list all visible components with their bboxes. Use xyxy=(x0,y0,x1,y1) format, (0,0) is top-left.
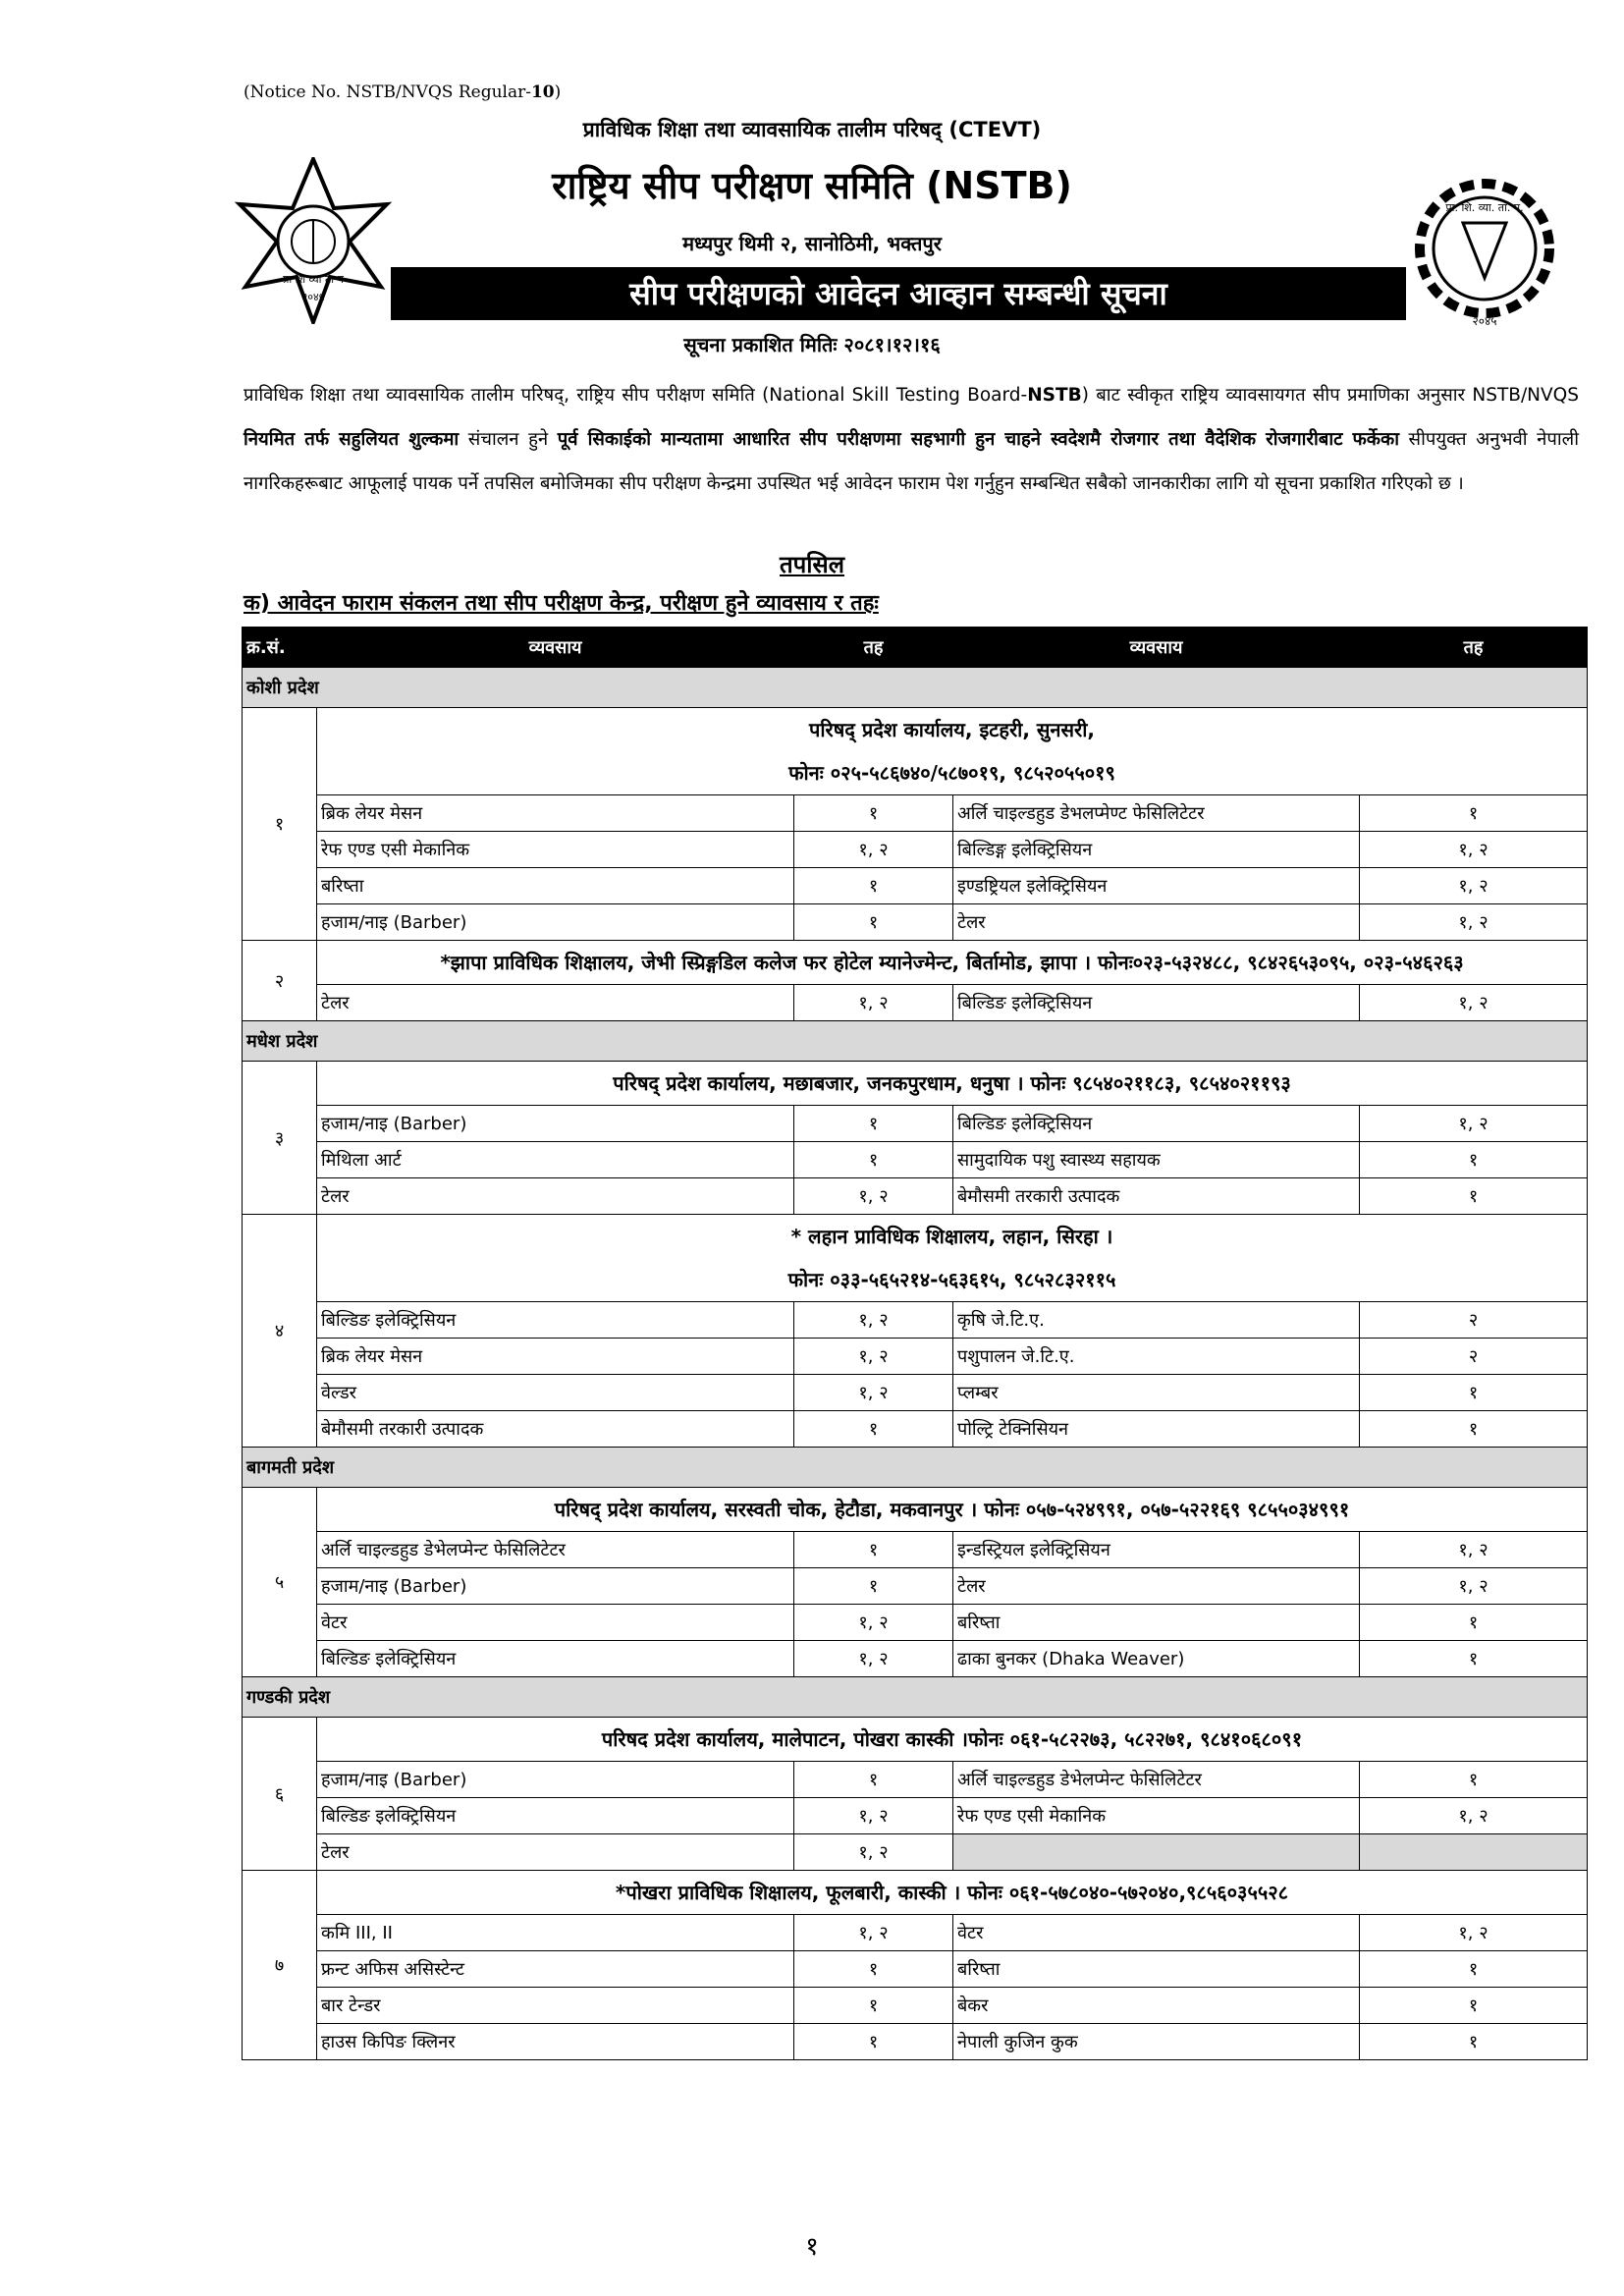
table-row xyxy=(243,1106,1588,1142)
level-cell: १, २ xyxy=(794,1915,953,1951)
occupation-cell: टेलर xyxy=(953,904,1360,941)
center-row xyxy=(243,708,1588,795)
occupation-cell: प्लम्बर xyxy=(953,1375,1360,1411)
level-cell: १ xyxy=(1360,1411,1588,1448)
header-occupation-1: व्यवसाय xyxy=(317,628,794,668)
page-number: १ xyxy=(805,2232,819,2262)
table-row xyxy=(243,1915,1588,1951)
occupation-cell: हजाम/नाइ (Barber) xyxy=(317,1106,794,1142)
occupation-cell: बेकर xyxy=(953,1988,1360,2024)
org-name-ctevt: प्राविधिक शिक्षा तथा व्यावसायिक तालीम परिषद् (CTEVT) xyxy=(582,118,1042,141)
region-row xyxy=(243,1677,1588,1718)
level-cell: २ xyxy=(1360,1302,1588,1339)
level-cell: १, २ xyxy=(1360,985,1588,1021)
level-cell: १ xyxy=(794,868,953,904)
level-cell: १ xyxy=(1360,1988,1588,2024)
occupation-cell: अर्लि चाइल्डहुड डेभलप्मेण्ट फेसिलिटेटर xyxy=(953,795,1360,832)
exam-center-table xyxy=(242,627,1588,2060)
level-cell: १, २ xyxy=(794,1178,953,1215)
center-serial: ७ xyxy=(243,1871,317,2060)
table-row xyxy=(243,1568,1588,1605)
table-row xyxy=(243,1798,1588,1834)
header-level-2: तह xyxy=(1360,628,1588,668)
table-row xyxy=(243,1988,1588,2024)
center-title: * लहान प्राविधिक शिक्षालय, लहान, सिरहा । xyxy=(790,1225,1113,1248)
logo-right-text: प्रा. शि. व्या. ता. प. xyxy=(1445,201,1524,214)
center-name xyxy=(317,941,1588,985)
table-row xyxy=(243,1605,1588,1641)
org-name-nstb: राष्ट्रिय सीप परीक्षण समिति (NSTB) xyxy=(552,164,1072,207)
level-cell: १ xyxy=(1360,1605,1588,1641)
occupation-cell: हजाम/नाइ (Barber) xyxy=(317,1568,794,1605)
level-cell: १ xyxy=(794,1142,953,1178)
region-row xyxy=(243,1021,1588,1062)
logo-right-year: २०४५ xyxy=(1472,314,1497,328)
table-row xyxy=(243,832,1588,868)
intro-paragraph: प्राविधिक शिक्षा तथा व्यावसायिक तालीम परिषद्, राष्ट्रिय सीप परीक्षण समिति (National Skill Testing Board-NSTB) बाट स्वीकृत राष्ट्रिय व्यावसायगत सीप प्रमाणिका अनुसार NSTB/NVQS नियमित तर्फ सहुलियत शुल्कमा संचालन हुने पूर्व सिकाईको मान्यतामा आधारित सीप परीक्षणमा सहभागी हुन चाहने स्वदेशमै रोजगार तथा वैदेशिक रोजगारीबाट फर्केका सीपयुक्त अनुभवी नेपाली नागरिकहरूबाट आफूलाई पायक पर्ने तपसिल बमोजिमका सीप परीक्षण केन्द्रमा उपस्थित भई आवेदन फाराम पेश गर्नुहुन सम्बन्धित सबैको जानकारीका लागि यो सूचना प्रकाशित गरिएको छ । xyxy=(244,385,1579,494)
level-cell: १ xyxy=(1360,1375,1588,1411)
occupation-cell: टेलर xyxy=(953,1568,1360,1605)
center-name xyxy=(317,1871,1588,1915)
level-cell: १, २ xyxy=(1360,1798,1588,1834)
level-cell: १ xyxy=(794,1568,953,1605)
table-row xyxy=(243,1178,1588,1215)
occupation-cell: वेटर xyxy=(317,1605,794,1641)
center-serial: ६ xyxy=(243,1718,317,1871)
table-row xyxy=(243,1641,1588,1677)
level-cell xyxy=(1360,1834,1588,1871)
region-label: गण्डकी प्रदेश xyxy=(243,1677,1588,1718)
table-row xyxy=(243,1339,1588,1375)
level-cell: १ xyxy=(794,1762,953,1798)
occupation-cell: बिल्डिङ इलेक्ट्रिसियन xyxy=(953,985,1360,1021)
notice-number: (Notice No. NSTB/NVQS Regular-10) xyxy=(244,82,562,102)
table-row xyxy=(243,1375,1588,1411)
level-cell: १ xyxy=(1360,2024,1588,2060)
level-cell: १, २ xyxy=(1360,1568,1588,1605)
occupation-cell: बेमौसमी तरकारी उत्पादक xyxy=(317,1411,794,1448)
org-address: मध्यपुर थिमी २, सानोठिमी, भक्तपुर xyxy=(682,232,942,255)
center-serial: ५ xyxy=(243,1488,317,1677)
level-cell: १, २ xyxy=(794,1605,953,1641)
center-name xyxy=(317,708,1588,795)
region-label: कोशी प्रदेश xyxy=(243,668,1588,708)
level-cell: १ xyxy=(794,1411,953,1448)
table-row xyxy=(243,1302,1588,1339)
occupation-cell: बरिष्ता xyxy=(317,868,794,904)
level-cell: १, २ xyxy=(794,1339,953,1375)
center-name xyxy=(317,1062,1588,1106)
occupation-cell: बिल्डिङ इलेक्ट्रिसियन xyxy=(317,1641,794,1677)
occupation-cell: ढाका बुनकर (Dhaka Weaver) xyxy=(953,1641,1360,1677)
table-row xyxy=(243,1951,1588,1988)
table-row xyxy=(243,1532,1588,1568)
level-cell: १, २ xyxy=(1360,868,1588,904)
center-title: *झापा प्राविधिक शिक्षालय, जेभी स्प्रिङ्गडिल कलेज फर होटेल म्यानेज्मेन्ट, बिर्तामोड, झापा । फोनः०२३-५३२४८८, ९८४२६५३०९५, ०२३-५४६२६३ xyxy=(440,951,1464,974)
occupation-cell: हजाम/नाइ (Barber) xyxy=(317,1762,794,1798)
level-cell: १ xyxy=(794,1988,953,2024)
level-cell: १ xyxy=(794,795,953,832)
section-a-heading: क) आवेदन फाराम संकलन तथा सीप परीक्षण केन्द्र, परीक्षण हुने व्यावसाय र तहः xyxy=(244,591,879,616)
center-name xyxy=(317,1215,1588,1302)
table-header-row xyxy=(243,628,1588,668)
center-phone: फोनः ०३३-५६५२१४-५६३६१५, ९८५२८३२११५ xyxy=(787,1268,1116,1291)
occupation-cell: बेमौसमी तरकारी उत्पादक xyxy=(953,1178,1360,1215)
logo-left-text: प्रा शि व्या ता प xyxy=(283,273,344,286)
occupation-cell: वेल्डर xyxy=(317,1375,794,1411)
table-row xyxy=(243,985,1588,1021)
header-occupation-2: व्यवसाय xyxy=(953,628,1360,668)
level-cell: १ xyxy=(1360,795,1588,832)
center-title: परिषद् प्रदेश कार्यालय, इटहरी, सुनसरी, xyxy=(808,718,1095,741)
region-label: बागमती प्रदेश xyxy=(243,1448,1588,1488)
level-cell: १, २ xyxy=(794,1834,953,1871)
center-name xyxy=(317,1718,1588,1762)
occupation-cell: बरिष्ता xyxy=(953,1605,1360,1641)
occupation-cell: बिल्डिङ इलेक्ट्रिसियन xyxy=(317,1302,794,1339)
table-row xyxy=(243,795,1588,832)
center-phone: फोनः ०२५-५८६७४०/५८७०१९, ९८५२०५५०१९ xyxy=(788,761,1115,785)
table-row xyxy=(243,868,1588,904)
center-serial: २ xyxy=(243,941,317,1021)
level-cell: १, २ xyxy=(1360,1915,1588,1951)
occupation-cell: टेलर xyxy=(317,1834,794,1871)
level-cell: १ xyxy=(794,2024,953,2060)
table-row xyxy=(243,1142,1588,1178)
occupation-cell: सामुदायिक पशु स्वास्थ्य सहायक xyxy=(953,1142,1360,1178)
level-cell: १, २ xyxy=(794,1798,953,1834)
level-cell: १, २ xyxy=(794,1641,953,1677)
occupation-cell: कमि III, II xyxy=(317,1915,794,1951)
occupation-cell: रेफ एण्ड एसी मेकानिक xyxy=(953,1798,1360,1834)
occupation-cell: टेलर xyxy=(317,1178,794,1215)
region-label: मधेश प्रदेश xyxy=(243,1021,1588,1062)
publish-date: सूचना प्रकाशित मितिः २०८१।१२।१६ xyxy=(683,333,941,356)
center-title: परिषद् प्रदेश कार्यालय, मछाबजार, जनकपुरधाम, धनुषा । फोनः ९८५४०२११८३, ९८५४०२११९३ xyxy=(613,1071,1291,1095)
center-row xyxy=(243,1488,1588,1532)
occupation-cell: ब्रिक लेयर मेसन xyxy=(317,1339,794,1375)
level-cell: १, २ xyxy=(794,1375,953,1411)
level-cell: १, २ xyxy=(1360,904,1588,941)
center-row xyxy=(243,1215,1588,1302)
level-cell: १ xyxy=(794,1106,953,1142)
occupation-cell: बार टेन्डर xyxy=(317,1988,794,2024)
level-cell: १ xyxy=(794,1532,953,1568)
level-cell: १ xyxy=(1360,1178,1588,1215)
notice-title: सीप परीक्षणको आवेदन आव्हान सम्बन्धी सूचना xyxy=(391,267,1406,320)
center-title: परिषद प्रदेश कार्यालय, मालेपाटन, पोखरा कास्की ।फोनः ०६१-५८२२७३, ५८२२७१, ९८४१०६८०९१ xyxy=(601,1727,1303,1751)
level-cell: १, २ xyxy=(1360,832,1588,868)
header-level-1: तह xyxy=(794,628,953,668)
occupation-cell: कृषि जे.टि.ए. xyxy=(953,1302,1360,1339)
occupation-cell: पशुपालन जे.टि.ए. xyxy=(953,1339,1360,1375)
occupation-cell: फ्रन्ट अफिस असिस्टेन्ट xyxy=(317,1951,794,1988)
center-title: परिषद् प्रदेश कार्यालय, सरस्वती चोक, हेटौडा, मकवानपुर । फोनः ०५७-५२४९९१, ०५७-५२२१६९ ९८५५०३४९९१ xyxy=(554,1498,1350,1521)
occupation-cell: बरिष्ता xyxy=(953,1951,1360,1988)
level-cell: १ xyxy=(794,1951,953,1988)
level-cell: १ xyxy=(794,904,953,941)
center-row xyxy=(243,1062,1588,1106)
occupation-cell: वेटर xyxy=(953,1915,1360,1951)
occupation-cell: मिथिला आर्ट xyxy=(317,1142,794,1178)
occupation-cell: बिल्डिङ्ग इलेक्ट्रिसियन xyxy=(953,832,1360,868)
table-row xyxy=(243,1411,1588,1448)
table-row xyxy=(243,2024,1588,2060)
header-sn: क्र.सं. xyxy=(243,628,317,668)
occupation-cell: अर्लि चाइल्डहुड डेभेलप्मेन्ट फेसिलिटेटर xyxy=(953,1762,1360,1798)
occupation-cell xyxy=(953,1834,1360,1871)
center-serial: १ xyxy=(243,708,317,941)
level-cell: १ xyxy=(1360,1762,1588,1798)
occupation-cell: इन्डस्ट्रियल इलेक्ट्रिसियन xyxy=(953,1532,1360,1568)
occupation-cell: रेफ एण्ड एसी मेकानिक xyxy=(317,832,794,868)
level-cell: १, २ xyxy=(1360,1532,1588,1568)
occupation-cell: हजाम/नाइ (Barber) xyxy=(317,904,794,941)
center-serial: ३ xyxy=(243,1062,317,1215)
level-cell: १ xyxy=(1360,1641,1588,1677)
logo-left-year: २०४५ xyxy=(301,291,325,303)
region-row xyxy=(243,1448,1588,1488)
occupation-cell: ब्रिक लेयर मेसन xyxy=(317,795,794,832)
occupation-cell: बिल्डिङ इलेक्ट्रिसियन xyxy=(953,1106,1360,1142)
occupation-cell: हाउस किपिङ क्लिनर xyxy=(317,2024,794,2060)
level-cell: १, २ xyxy=(1360,1106,1588,1142)
level-cell: १ xyxy=(1360,1951,1588,1988)
occupation-cell: बिल्डिङ इलेक्ट्रिसियन xyxy=(317,1798,794,1834)
center-row xyxy=(243,1718,1588,1762)
table-row xyxy=(243,904,1588,941)
level-cell: १, २ xyxy=(794,985,953,1021)
level-cell: १, २ xyxy=(794,832,953,868)
center-row xyxy=(243,941,1588,985)
region-row xyxy=(243,668,1588,708)
level-cell: १ xyxy=(1360,1142,1588,1178)
occupation-cell: अर्लि चाइल्डहुड डेभेलप्मेन्ट फेसिलिटेटर xyxy=(317,1532,794,1568)
table-row xyxy=(243,1834,1588,1871)
occupation-cell: टेलर xyxy=(317,985,794,1021)
occupation-cell: पोल्ट्रि टेक्निसियन xyxy=(953,1411,1360,1448)
occupation-cell: इण्डष्ट्रियल इलेक्ट्रिसियन xyxy=(953,868,1360,904)
tapsil-heading: तपसिल xyxy=(779,551,845,578)
center-row xyxy=(243,1871,1588,1915)
center-name xyxy=(317,1488,1588,1532)
occupation-cell: नेपाली कुजिन कुक xyxy=(953,2024,1360,2060)
center-title: *पोखरा प्राविधिक शिक्षालय, फूलबारी, कास्की । फोनः ०६१-५७८०४०-५७२०४०,९८५६०३५५२८ xyxy=(615,1881,1289,1904)
table-row xyxy=(243,1762,1588,1798)
center-serial: ४ xyxy=(243,1215,317,1448)
level-cell: १, २ xyxy=(794,1302,953,1339)
level-cell: २ xyxy=(1360,1339,1588,1375)
